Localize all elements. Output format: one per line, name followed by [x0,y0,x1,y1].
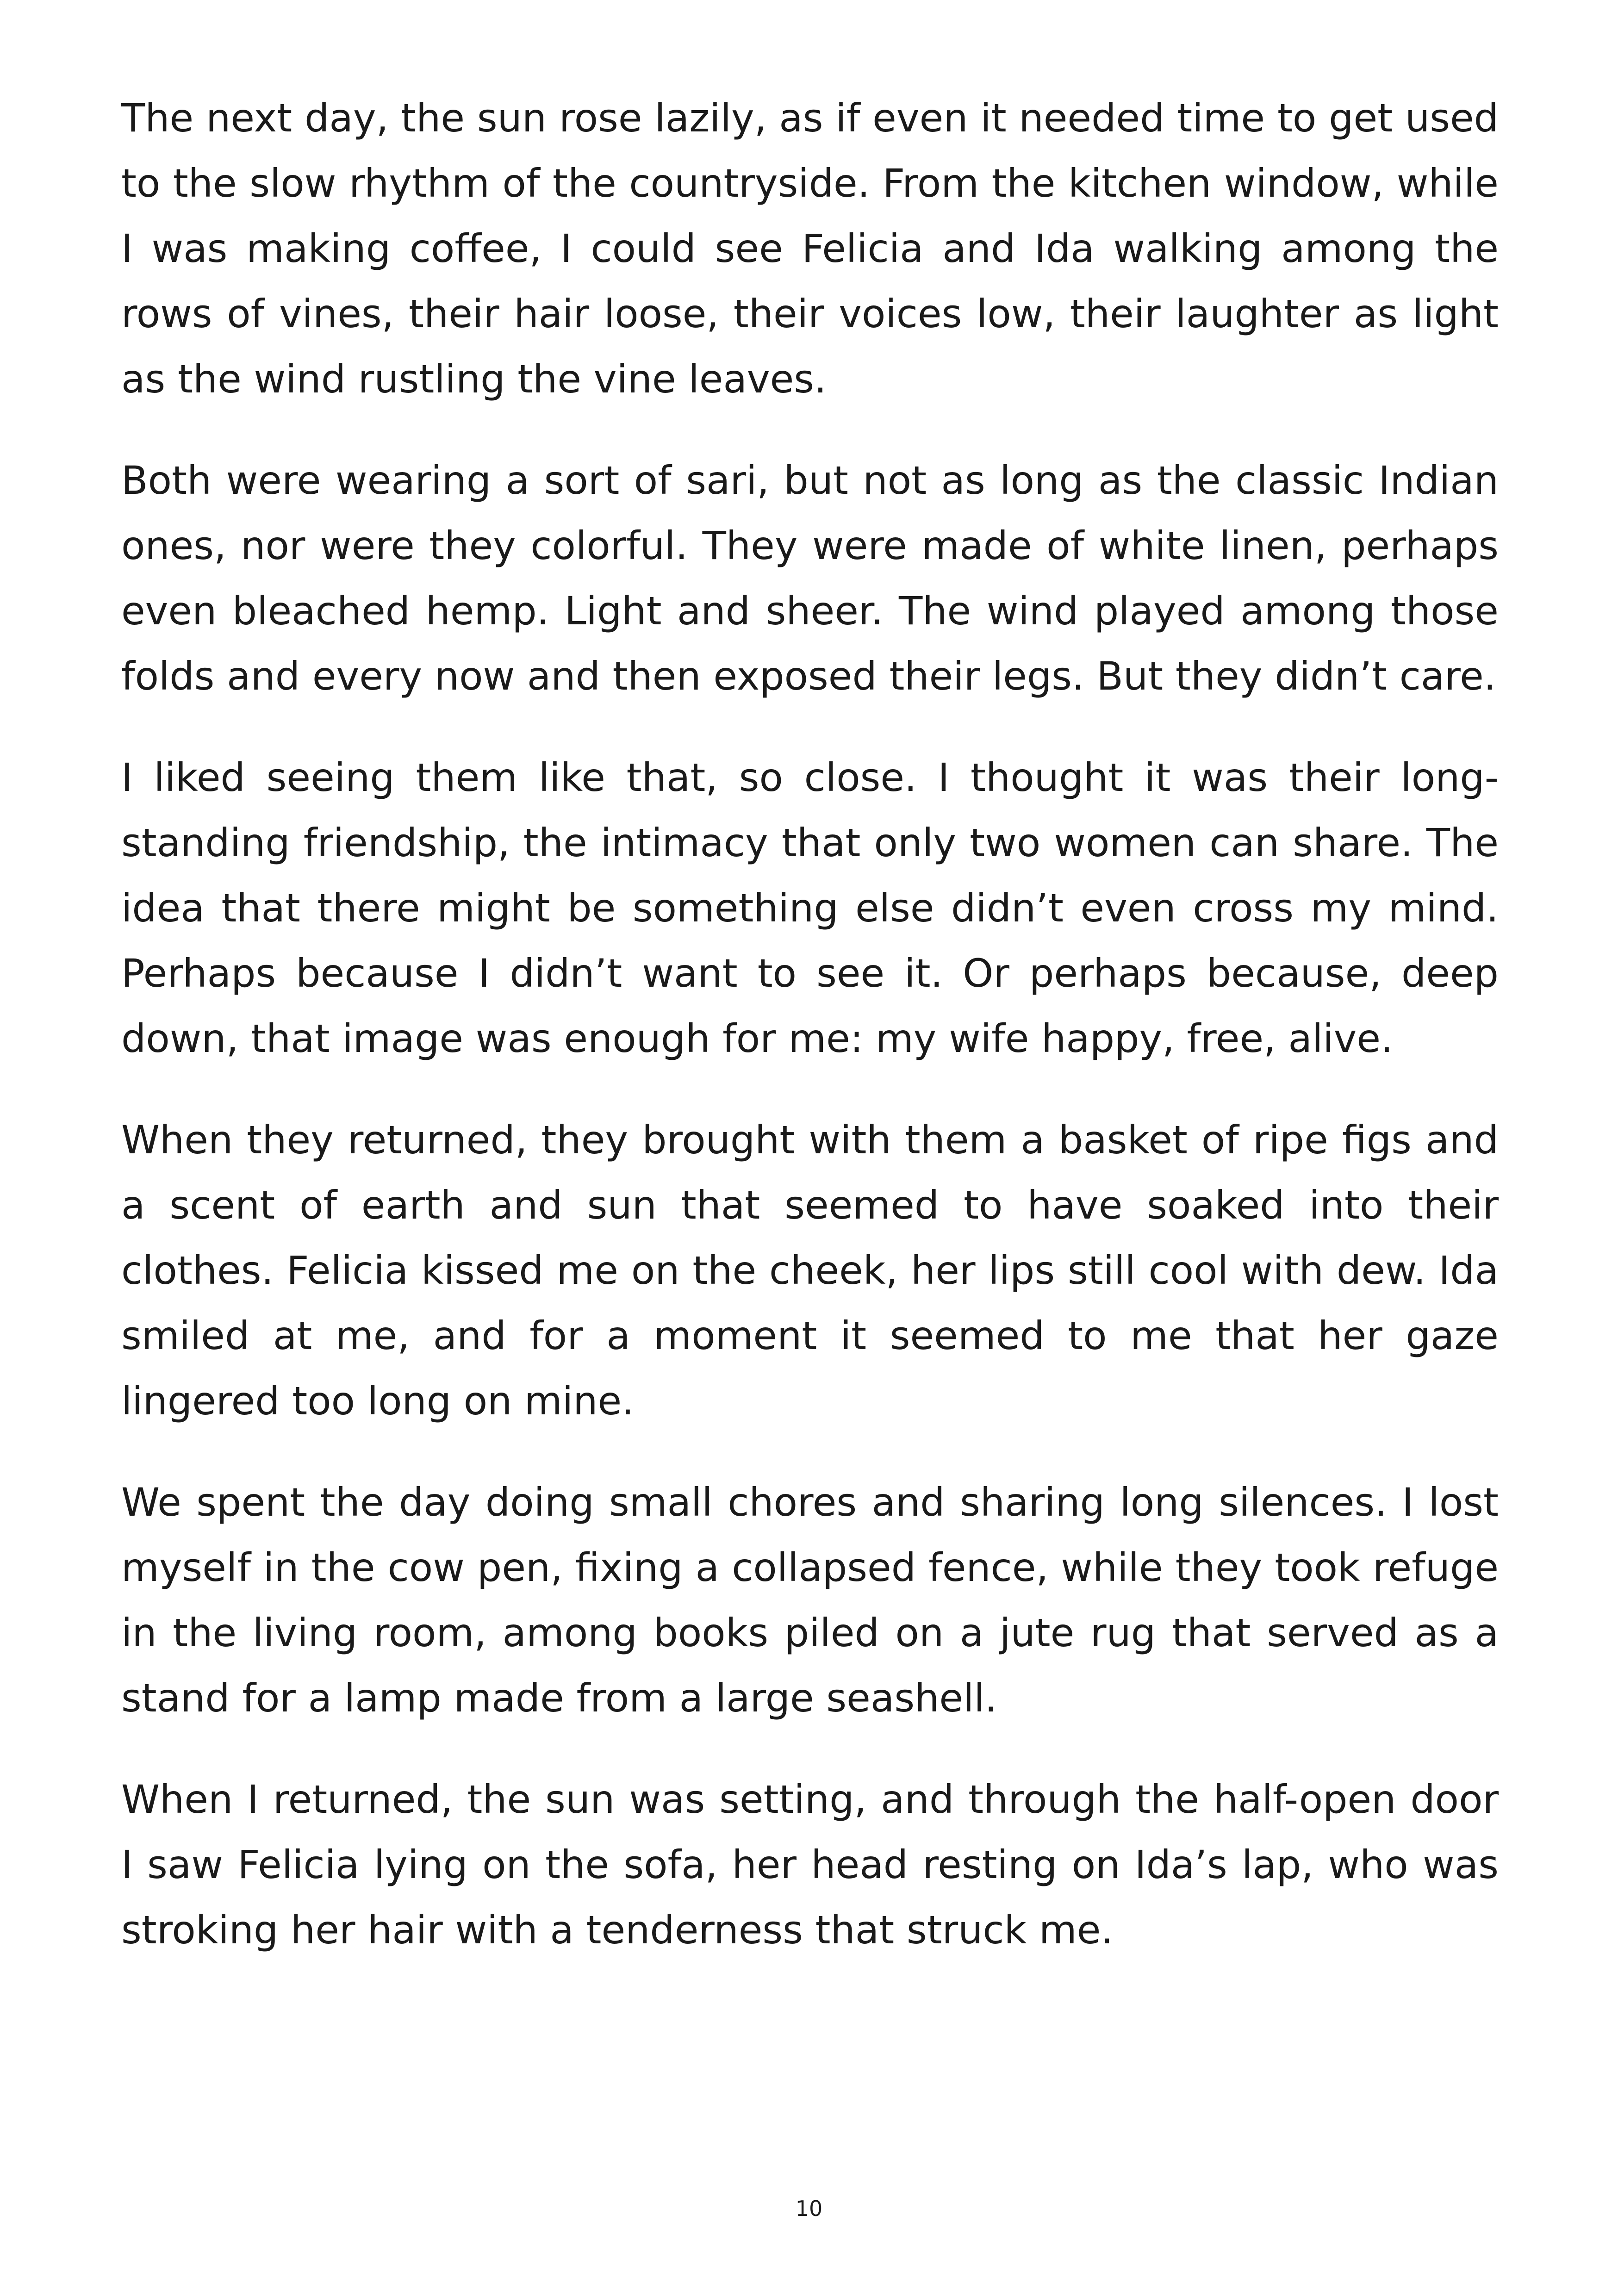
paragraph-4: When they returned, they brought with them a basket of ripe figs and a scent of earth and sun that seemed to have soaked into their clothes. Felicia kissed me on the cheek, her lips still cool with dew. Ida smiled at me, and for a moment it seemed to me that her gaze lingered too long on mine. [121,1117,1499,1424]
paragraph-2: Both were wearing a sort of sari, but not as long as the classic Indian ones, nor were they colorful. They were made of white linen, perhaps even bleached hemp. Light and sheer. The wind played among those folds and every now and then exposed their legs. But they didn’t care. [121,458,1499,699]
paragraph-5: We spent the day doing small chores and sharing long silences. I lost myself in the cow pen, fixing a collapsed fence, while they took refuge in the living room, among books piled on a jute rug that served as a stand for a lamp made from a large seashell. [121,1480,1499,1721]
paragraph-6: When I returned, the sun was setting, and through the half-open door I saw Felicia lying on the sofa, her head resting on Ida’s lap, who was stroking her hair with a tenderness that struck me. [121,1777,1499,1953]
paragraph-1: The next day, the sun rose lazily, as if even it needed time to get used to the slow rhythm of the countryside. From the kitchen window, while I was making coffee, I could see Felicia and Ida walking among the rows of vines, their hair loose, their voices low, their laughter as light as the wind rustling the vine leaves. [121,95,1499,402]
body-text [121,86,1499,1999]
page-number: 10 [795,2196,823,2221]
paragraph-3: I liked seeing them like that, so close. I thought it was their long-standing friendship, the intimacy that only two women can share. The idea that there might be something else didn’t even cross my mind. Perhaps because I didn’t want to see it. Or perhaps because, deep down, that image was enough for me: my wife happy, free, alive. [121,755,1499,1061]
